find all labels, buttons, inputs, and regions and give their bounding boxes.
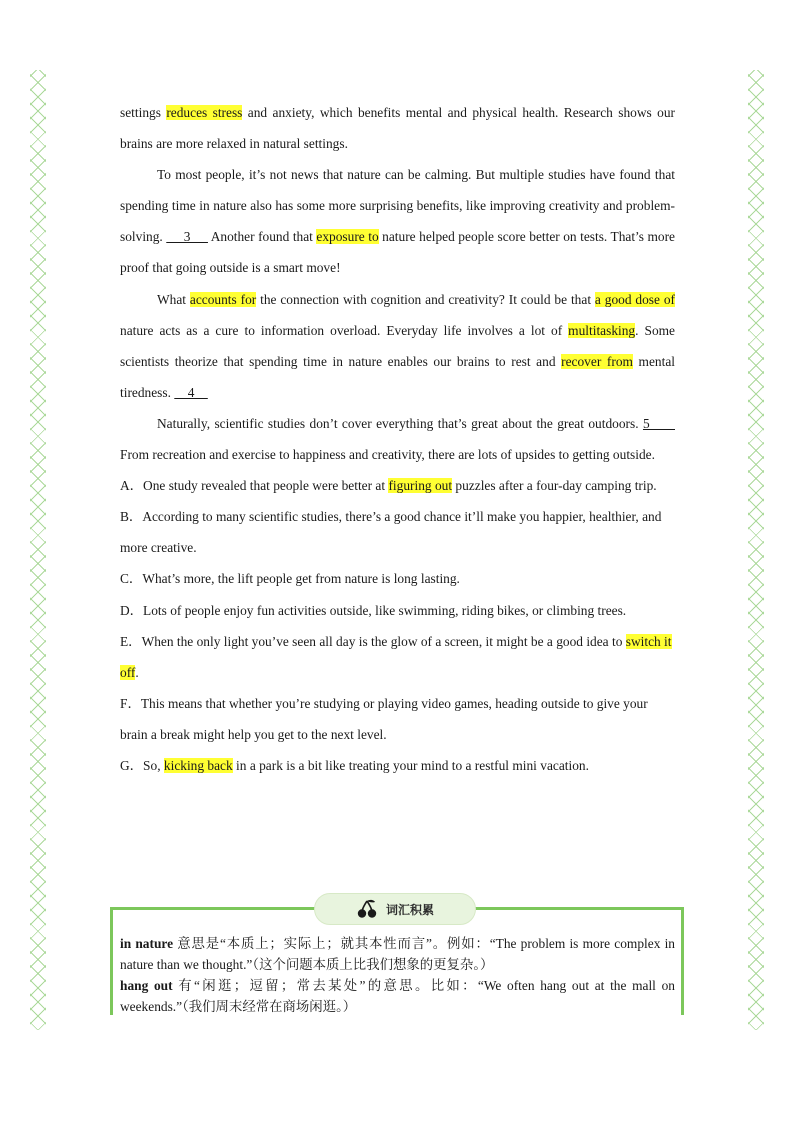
option-c: C．What’s more, the lift people get from nature is long lasting. bbox=[120, 571, 460, 587]
answer-blank-3[interactable]: 3 bbox=[166, 229, 208, 245]
paragraph-3: What accounts for the connection with cognition and creativity? It could be that a good dose of nature acts as a cure to information overload. Everyday life involves a lot of multitasking. Some scientists theorize that spending time in nature enables our brains to rest and recover from mental tiredness. 4 bbox=[120, 291, 676, 400]
cherry-icon bbox=[356, 899, 378, 919]
vocab-title-tab bbox=[314, 893, 476, 925]
vocab-term: in nature bbox=[120, 936, 174, 951]
option-a: A．One study revealed that people were better at figuring out puzzles after a four-day camping trip. bbox=[120, 478, 657, 494]
highlight-phrase: recover from bbox=[561, 353, 633, 369]
paragraph-2: To most people, it’s not news that nature can be calming. But multiple studies have found that spending time in nature also has some more surprising benefits, like improving creativity and problem-solving. 3 Another found that exposure to nature helped people score better on tests. That’s more proof that going outside is a smart move! bbox=[120, 167, 676, 276]
vocab-entry: hang out 有“闲逛；逗留；常去某处”的意思。比如：“We often hang out at the mall on weekends.”（我们周末经常在商场闲逛。） bbox=[120, 978, 675, 1014]
option-f: F．This means that whether you’re studying or playing video games, heading outside to give your brain a break might help you get to the next level. bbox=[120, 695, 648, 742]
highlight-phrase: figuring out bbox=[388, 478, 453, 494]
highlight-phrase: accounts for bbox=[189, 291, 257, 307]
answer-blank-4[interactable]: 4 bbox=[174, 384, 208, 400]
paragraph-1: settings reduces stress and anxiety, which benefits mental and physical health. Research shows our brains are more relaxed in natural settings. bbox=[120, 105, 676, 152]
highlight-phrase: a good dose of bbox=[594, 291, 675, 307]
highlight-phrase: multitasking bbox=[568, 322, 636, 338]
option-e: E．When the only light you’ve seen all day is the glow of a screen, it might be a good idea to switch it off. bbox=[120, 633, 672, 680]
option-b: B．According to many scientific studies, there’s a good chance it’ll make you happier, healthier, and more creative. bbox=[120, 509, 662, 556]
highlight-phrase: switch it off bbox=[120, 633, 672, 680]
vocab-term: hang out bbox=[120, 978, 173, 993]
option-g: G．So, kicking back in a park is a bit like treating your mind to a restful mini vacation. bbox=[120, 757, 589, 773]
option-d: D．Lots of people enjoy fun activities outside, like swimming, riding bikes, or climbing trees. bbox=[120, 602, 627, 618]
paragraph-4: Naturally, scientific studies don’t cover everything that’s great about the great outdoors. 5 From recreation and exercise to happiness and creativity, there are lots of upsides to getting outside. bbox=[120, 415, 675, 463]
decorative-border-left bbox=[30, 70, 46, 1030]
reading-passage bbox=[120, 97, 675, 781]
vocab-entry: in nature 意思是“本质上；实际上；就其本性而言”。例如：“The problem is more complex in nature than we thought.”（这个问题本质上比我们想象的更复杂。） bbox=[120, 936, 676, 972]
answer-blank-5[interactable]: 5 bbox=[642, 415, 675, 431]
vocab-entries bbox=[120, 933, 675, 1017]
decorative-border-right bbox=[748, 70, 764, 1030]
highlight-phrase: exposure to bbox=[316, 229, 379, 245]
highlight-phrase: kicking back bbox=[163, 757, 233, 773]
vocab-title: 词汇积累 bbox=[385, 902, 434, 917]
highlight-phrase: reduces stress bbox=[166, 105, 243, 120]
